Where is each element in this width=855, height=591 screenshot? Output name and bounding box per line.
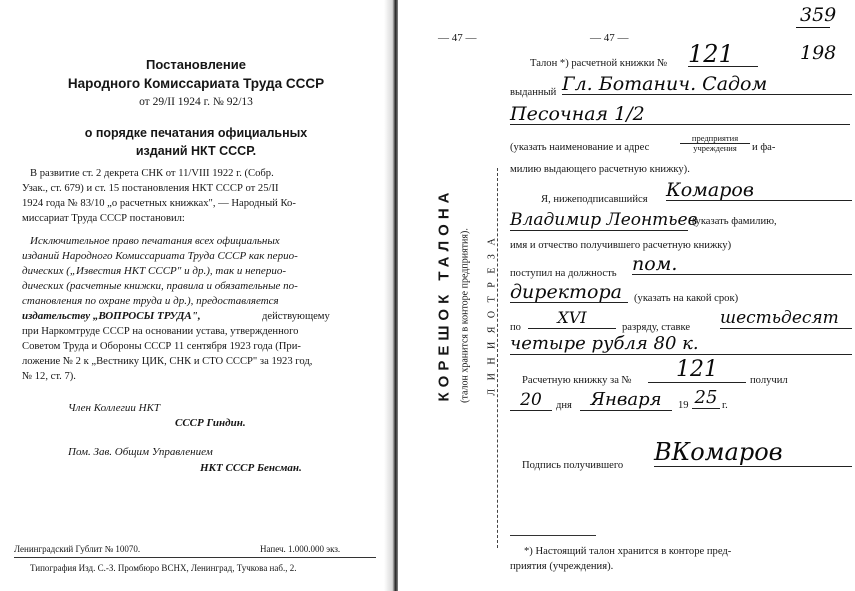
decree-text-line-1: Исключительное право печатания всех официальных xyxy=(30,235,280,247)
fraction-bottom: учреждения xyxy=(693,143,737,153)
talon-label: Талон *) расчетной книжки № xyxy=(530,58,668,69)
date-day: 20 xyxy=(510,390,552,411)
stub-title: КОРЕШОК ТАЛОНА xyxy=(435,187,453,402)
decree-plain-line-3: ложение № 2 к „Вестнику ЦИК, СНК и СТО СССР" за 1923 год, xyxy=(22,356,313,367)
footer-printing-house: Типография Изд. С.-З. Промбюро ВСНХ, Ленинград, Тучкова наб., 2. xyxy=(30,563,297,573)
stub-note: (талон хранится в конторе предприятия). xyxy=(459,228,471,403)
issuer-hint-fraction xyxy=(680,134,750,153)
decree-text-line-4: дических (расчетные книжки, правила и обязательные по- xyxy=(22,280,298,292)
page-number: — 47 — xyxy=(590,32,629,44)
undersigned-label: Я, нижеподписавшийся xyxy=(541,194,648,205)
decree-text-line-2: изданий Народного Комиссариата Труда СССР как перио- xyxy=(22,250,298,262)
position-value: пом. xyxy=(632,254,852,275)
decree-subtitle-line-1: о порядке печатания официальных xyxy=(84,126,308,140)
signature-value: ВКомаров xyxy=(654,438,852,467)
footer-circulation: Напеч. 1.000.000 экз. xyxy=(260,544,341,554)
talon-number: 121 xyxy=(688,42,758,67)
corner-number-2: 198 xyxy=(800,42,837,64)
date-mid: дня xyxy=(556,400,572,411)
rate-value-1: шестьдесят xyxy=(720,308,852,329)
received-label: получил xyxy=(750,375,788,386)
decree-plain-line-4: № 12, ст. 7). xyxy=(22,371,76,382)
issuer-hint-2: и фа- xyxy=(752,142,776,153)
undersigned-name: Владимир Леонтьев xyxy=(510,210,698,230)
footnote-line-1: *) Настоящий талон хранится в конторе пред- xyxy=(524,546,732,557)
date-suffix: г. xyxy=(722,400,728,411)
term-hint: (указать на какой срок) xyxy=(634,293,739,304)
grade-label: разряду, ставке xyxy=(622,322,691,333)
grade-value: XVI xyxy=(528,308,616,329)
name-hint-1: (указать фамилию, xyxy=(692,216,777,227)
decree-text-line-6-tail: действующему xyxy=(262,311,330,322)
decree-text-line-5: становления по охране труда и др.), предоставляется xyxy=(22,295,279,307)
preamble-line-1: В развитие ст. 2 декрета СНК от 11/VIII 1922 г. (Собр. xyxy=(30,168,274,179)
date-year-suffix: 25 xyxy=(692,388,720,409)
cut-line xyxy=(497,168,498,548)
issuer-hint-1: (указать наименование и адрес xyxy=(510,142,650,153)
position-value-2: директора xyxy=(510,282,628,303)
decree-date: от 29/II 1924 г. № 92/13 xyxy=(139,96,253,108)
issued-value: Гл. Ботанич. Садом xyxy=(562,74,852,95)
date-year-prefix: 19 xyxy=(678,400,689,411)
position-label: поступил на должность xyxy=(510,268,617,279)
book-number: 121 xyxy=(648,358,746,383)
decree-plain-line-1: при Наркомтруде СССР на основании устава, утвержденного xyxy=(22,326,299,337)
stub-page-number: — 47 — xyxy=(438,32,477,44)
issuer-hint-3: милию выдающего расчетную книжку). xyxy=(510,164,690,175)
signature-1-title: Член Коллегии НКТ xyxy=(68,402,161,414)
decree-title-line-1: Постановление xyxy=(146,57,246,72)
decree-plain-line-2: Советом Труда и Обороны СССР 11 сентября 1923 года (При- xyxy=(22,341,301,352)
decree-title-line-2: Народного Комиссариата Труда СССР xyxy=(67,76,325,91)
footnote-divider xyxy=(510,535,596,536)
footnote-line-2: приятия (учреждения). xyxy=(510,561,614,572)
footer-divider xyxy=(14,557,376,558)
preamble-line-4: миссариат Труда СССР постановил: xyxy=(22,213,185,224)
issued-label: выданный xyxy=(510,87,557,98)
decree-text-line-6: издательству „ВОПРОСЫ ТРУДА", xyxy=(22,310,201,322)
signature-2-name: НКТ СССР Бенсман. xyxy=(200,462,302,474)
name-hint-2: имя и отчество получившего расчетную книжку) xyxy=(510,240,732,251)
grade-prefix: по xyxy=(510,322,521,333)
signature-2-title: Пом. Зав. Общим Управлением xyxy=(68,446,213,458)
fraction-top: предприятия xyxy=(680,134,750,144)
book-label: Расчетную книжку за № xyxy=(522,375,632,386)
preamble-line-3: 1924 года № 83/10 „о расчетных книжках", — Народный Ко- xyxy=(22,198,296,209)
decree-subtitle-line-2: изданий НКТ СССР. xyxy=(135,144,257,158)
right-page xyxy=(398,0,855,591)
corner-underline xyxy=(796,27,830,28)
footer-censor: Ленинградский Гублит № 10070. xyxy=(14,544,141,554)
rate-value-2: четыре рубля 80 к. xyxy=(510,334,852,355)
cut-line-label: Л И Н И Я О Т Р Е З А xyxy=(486,235,498,396)
signature-label: Подпись получившего xyxy=(522,460,624,471)
left-page xyxy=(0,0,392,591)
date-month: Января xyxy=(580,390,672,411)
corner-number-1: 359 xyxy=(800,4,837,26)
decree-text-line-3: дических („Известия НКТ СССР" и др.), так и неперио- xyxy=(22,265,286,277)
undersigned-surname: Комаров xyxy=(666,180,852,201)
address-value: Песочная 1/2 xyxy=(510,104,850,125)
preamble-line-2: Узак., ст. 679) и ст. 15 постановления НКТ СССР от 25/II xyxy=(22,183,279,194)
signature-1-name: СССР Гиндин. xyxy=(175,417,246,429)
